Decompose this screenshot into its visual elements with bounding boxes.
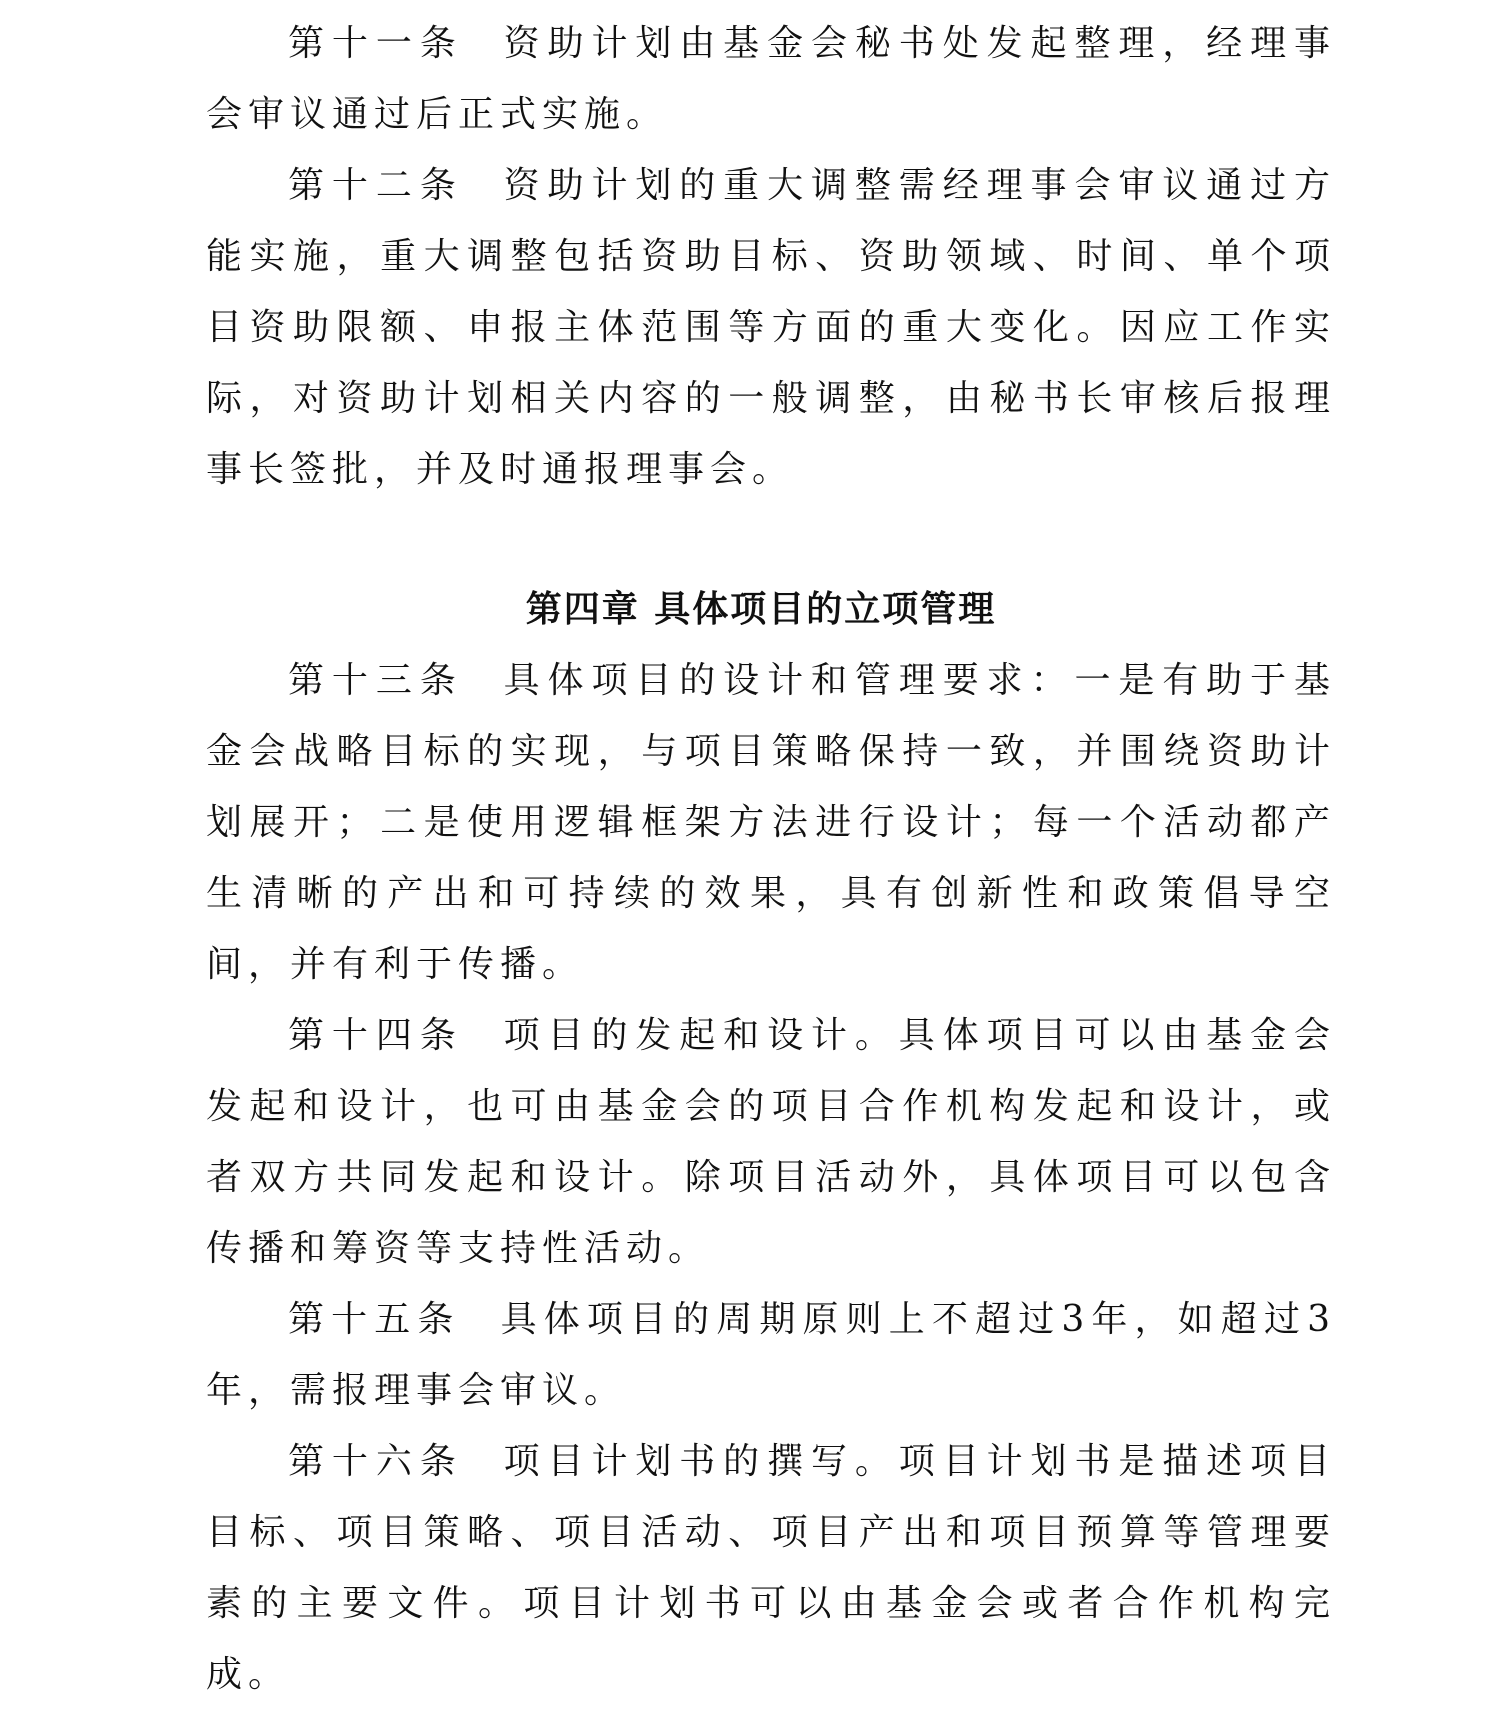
- article-text: 具体项目的设计和管理要求：一是有助于基金会战略目标的实现，与项目策略保持一致，并围绕资助计划展开；二是使用逻辑框架方法进行设计；每一个活动都产生清晰的产出和可持续的效果，具有创新性和政策倡导空间，并有利于传播。: [206, 660, 1336, 985]
- article-number: 第十一条: [288, 23, 464, 64]
- article-number: 第十六条: [288, 1441, 464, 1482]
- article-text: 资助计划的重大调整需经理事会审议通过方能实施，重大调整包括资助目标、资助领域、时间、单个项目资助限额、申报主体范围等方面的重大变化。因应工作实际，对资助计划相关内容的一般调整，由秘书长审核后报理事长签批，并及时通报理事会。: [206, 165, 1336, 490]
- article-text: 项目的发起和设计。具体项目可以由基金会发起和设计，也可由基金会的项目合作机构发起和设计，或者双方共同发起和设计。除项目活动外，具体项目可以包含传播和筹资等支持性活动。: [206, 1015, 1336, 1269]
- article-text: 项目计划书的撰写。项目计划书是描述项目目标、项目策略、项目活动、项目产出和项目预算等管理要素的主要文件。项目计划书可以由基金会或者合作机构完成。: [206, 1441, 1336, 1695]
- article-number: 第十五条: [288, 1299, 461, 1340]
- chapter-heading: 第四章 具体项目的立项管理: [525, 589, 997, 630]
- article-12: [206, 150, 1336, 505]
- section-chapter-4: [206, 574, 1336, 1710]
- article-14: [206, 1000, 1336, 1284]
- article-number: 第十三条: [288, 660, 464, 701]
- article-15: [206, 1284, 1336, 1426]
- section-chapter-3-tail: [206, 8, 1336, 505]
- article-number: 第十四条: [288, 1015, 464, 1056]
- article-13: [206, 645, 1336, 1000]
- article-text: 具体项目的周期原则上不超过3年，如超过3年，需报理事会审议。: [206, 1299, 1336, 1411]
- article-11: [206, 8, 1336, 150]
- article-number: 第十二条: [288, 165, 464, 206]
- article-text: 资助计划由基金会秘书处发起整理，经理事会审议通过后正式实施。: [206, 23, 1336, 135]
- article-16: [206, 1426, 1336, 1710]
